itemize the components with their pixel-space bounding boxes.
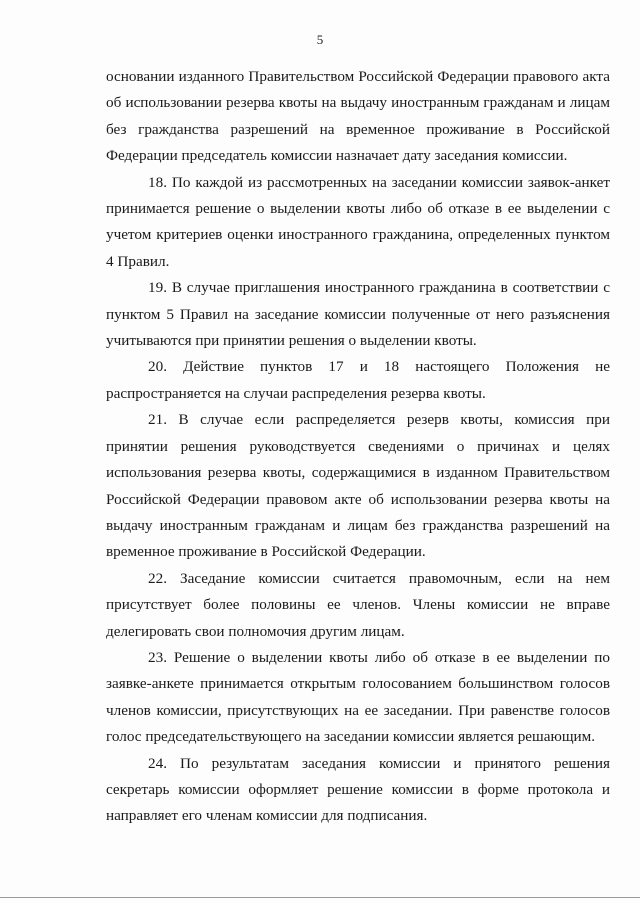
page-bottom-edge <box>0 897 640 898</box>
paragraph-24: 24. По результатам заседания комиссии и принятого решения секретарь комиссии оформляет решение комиссии в форме протокола и направляет его членам комиссии для подписания. <box>106 754 610 825</box>
page-number: 5 <box>316 32 324 47</box>
paragraph-20: 20. Действие пунктов 17 и 18 настоящего Положения не распространяется на случаи распределения резерва квоты. <box>106 358 610 402</box>
paragraph-22: 22. Заседание комиссии считается правомочным, если на нем присутствует более половины ее членов. Члены комиссии не вправе делегировать свои полномочия другим лицам. <box>106 569 610 640</box>
paragraph-18: 18. По каждой из рассмотренных на заседании комиссии заявок-анкет принимается решение о выделении квоты либо об отказе в ее выделении с учетом критериев оценки иностранного гражданина, определенных пунктом 4 Правил. <box>106 173 610 270</box>
paragraph-23: 23. Решение о выделении квоты либо об отказе в ее выделении по заявке-анкете принимается открытым голосованием большинством голосов членов комиссии, присутствующих на ее заседании. При равенстве голосов голос председательствующего на заседании комиссии является решающим. <box>106 648 610 746</box>
document-body <box>106 64 610 830</box>
paragraph-19: 19. В случае приглашения иностранного гражданина в соответствии с пунктом 5 Правил на заседание комиссии полученные от него разъяснения учитываются при принятии решения о выделении квоты. <box>106 279 610 350</box>
paragraph-continuation: основании изданного Правительством Российской Федерации правового акта об использовании резерва квоты на выдачу иностранным гражданам и лицам без гражданства разрешений на временное проживание в Российской Федерации председатель комиссии назначает дату заседания комиссии. <box>106 68 610 165</box>
paragraph-21: 21. В случае если распределяется резерв квоты, комиссия при принятии решения руководствуется сведениями о причинах и целях использования резерва квоты, содержащимися в изданном Правительством Российской Федерации правовом акте об использовании резерва квоты на выдачу иностранным гражданам и лицам без гражданства разрешений на временное проживание в Российской Федерации. <box>106 411 610 561</box>
